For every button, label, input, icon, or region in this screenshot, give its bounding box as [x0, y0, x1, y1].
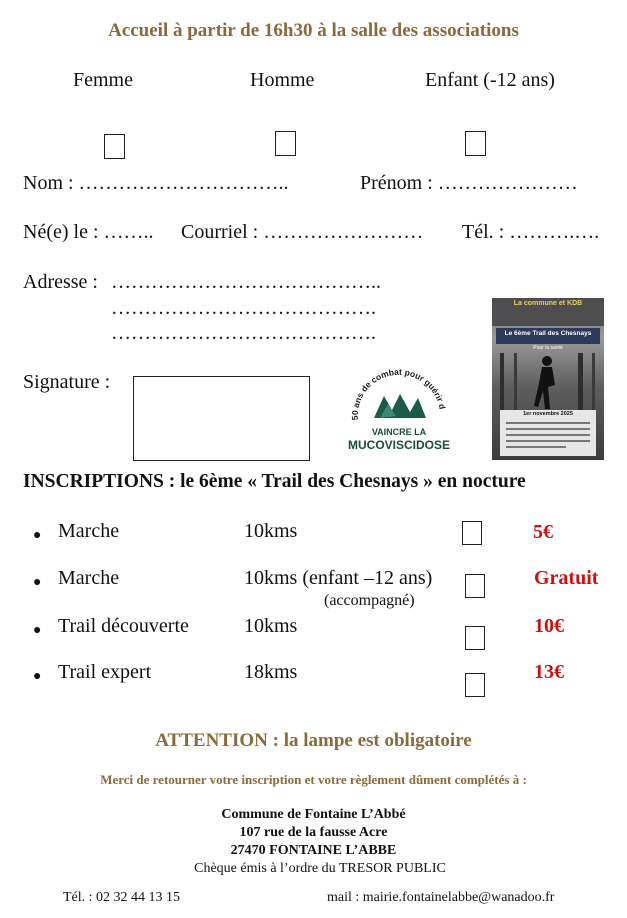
bullet: ●	[33, 575, 42, 590]
item-price: 13€	[534, 661, 564, 683]
address-line-3[interactable]: ………………………………….	[111, 322, 376, 344]
address-line-2[interactable]: ………………………………….	[111, 297, 376, 319]
item-name: Marche	[58, 520, 120, 542]
bullet: ●	[33, 623, 42, 638]
poster-title: Le 6ème Trail des Chesnays	[504, 330, 592, 337]
item-distance: 10kms	[244, 615, 298, 637]
logo-arc-text: 50 ans de combat pour guérir d	[349, 368, 448, 421]
child-checkbox[interactable]	[465, 131, 486, 156]
attention-notice: ATTENTION : la lampe est obligatoire	[155, 730, 472, 751]
item-distance: 18kms	[244, 661, 298, 683]
item-name: Marche	[58, 567, 120, 589]
poster-top-text: La commune et KDB	[513, 300, 583, 307]
item-name: Trail découverte	[58, 615, 189, 637]
item-distance: 10kms	[244, 520, 298, 542]
signature-box[interactable]	[133, 376, 310, 461]
item-checkbox-marche-10[interactable]	[462, 521, 482, 545]
woman-checkbox[interactable]	[104, 134, 125, 159]
firstname-field[interactable]: Prénom : …………………	[360, 172, 578, 194]
category-man-label: Homme	[250, 69, 315, 91]
logo-line2: MUCOVISCIDOSE	[347, 438, 451, 452]
contact-phone: Tél. : 02 32 44 13 15	[63, 890, 181, 905]
address-line3: 27470 FONTAINE L’ABBE	[230, 843, 397, 858]
inscriptions-title: INSCRIPTIONS : le 6ème « Trail des Chesnays » en nocture	[23, 471, 526, 492]
item-note: (accompagné)	[324, 592, 415, 609]
address-line1: Commune de Fontaine L’Abbé	[221, 807, 406, 822]
bullet: ●	[33, 669, 42, 684]
name-field[interactable]: Nom : …………………………..	[23, 172, 289, 194]
logo-line1: VAINCRE LA	[371, 427, 427, 437]
phone-field[interactable]: Tél. : ……….….	[462, 221, 600, 243]
address-line2: 107 rue de la fausse Acre	[239, 825, 388, 840]
category-child-label: Enfant (-12 ans)	[425, 69, 555, 91]
signature-label: Signature :	[23, 371, 111, 393]
item-checkbox-marche-enfant[interactable]	[465, 574, 485, 598]
item-price: 10€	[534, 615, 564, 637]
address-label: Adresse :	[23, 271, 98, 293]
item-checkbox-trail-expert[interactable]	[465, 673, 485, 697]
category-woman-label: Femme	[73, 69, 133, 91]
poster-date: 1er novembre 2025	[523, 411, 573, 417]
return-note: Merci de retourner votre inscription et votre règlement dûment complétés à :	[100, 772, 527, 787]
welcome-heading: Accueil à partir de 16h30 à la salle des associations	[108, 20, 519, 41]
man-checkbox[interactable]	[275, 131, 296, 156]
item-price: 5€	[533, 521, 553, 543]
cheque-note: Chèque émis à l’ordre du TRESOR PUBLIC	[194, 861, 446, 876]
contact-mail[interactable]: mail : mairie.fontainelabbe@wanadoo.fr	[327, 890, 555, 905]
item-name: Trail expert	[58, 661, 152, 683]
item-checkbox-trail-decouverte[interactable]	[465, 626, 485, 650]
email-field[interactable]: Courriel : ……………………	[181, 221, 424, 243]
trail-poster	[492, 298, 604, 460]
item-distance: 10kms (enfant –12 ans)	[244, 567, 433, 589]
birthdate-field[interactable]: Né(e) le : ……..	[23, 221, 154, 243]
runner-silhouette-icon	[492, 353, 604, 413]
item-price: Gratuit	[534, 567, 599, 589]
bullet: ●	[33, 528, 42, 543]
poster-subtitle: Pour la santé	[533, 345, 563, 351]
address-line-1[interactable]: …………………………………..	[111, 271, 381, 293]
mucoviscidose-logo	[340, 368, 460, 458]
